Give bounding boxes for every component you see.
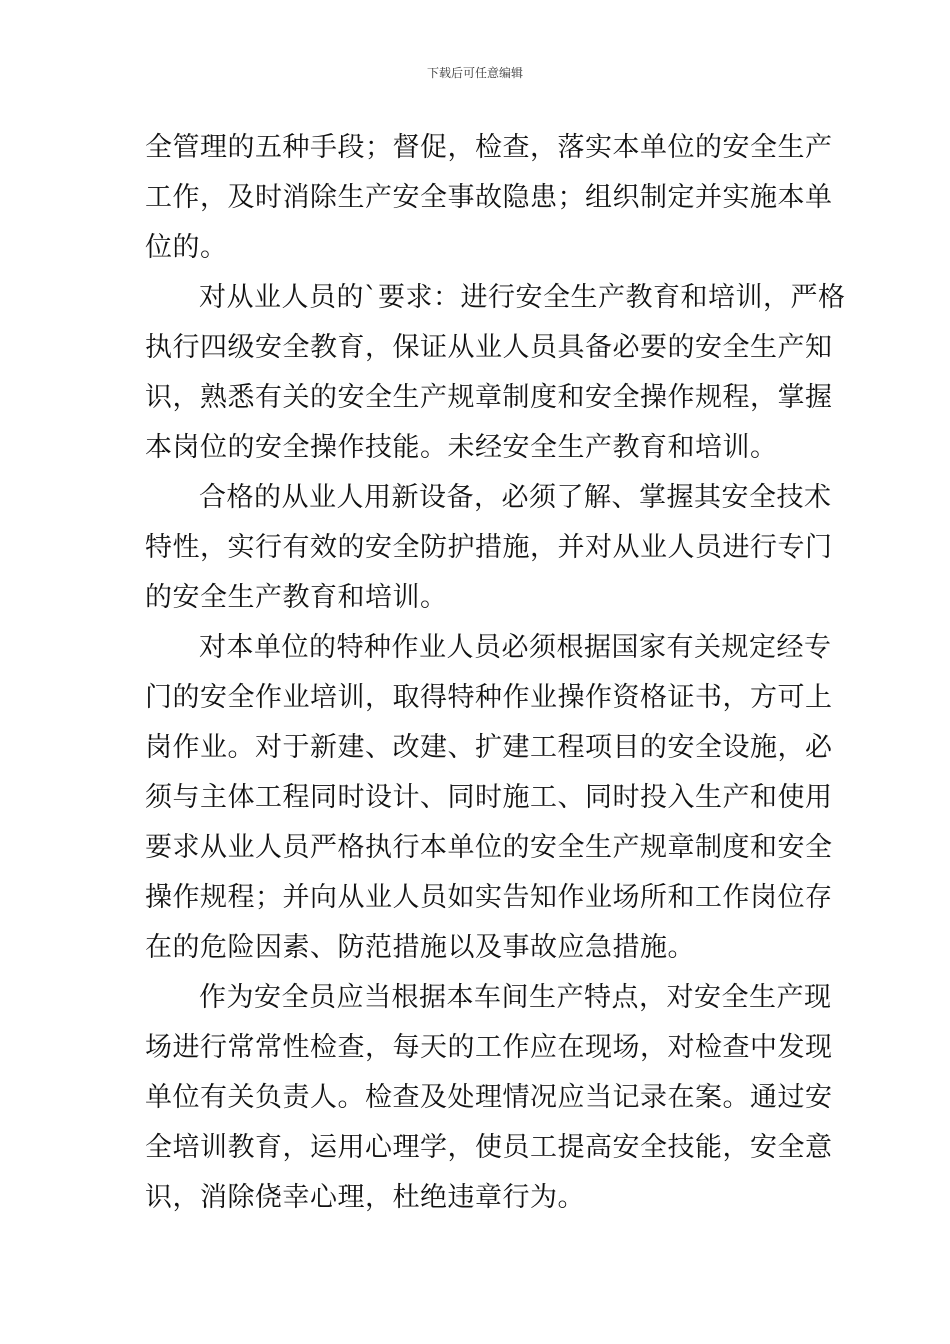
text-line: 岗作业。对于新建、改建、扩建工程项目的安全设施，必 bbox=[145, 732, 833, 763]
paragraph-2 bbox=[145, 273, 846, 473]
text-line: 对本单位的特种作业人员必须根据国家有关规定经专 bbox=[199, 632, 832, 663]
text-line: 要求从业人员严格执行本单位的安全生产规章制度和安全 bbox=[145, 832, 833, 863]
text-line: 操作规程；并向从业人员如实告知作业场所和工作岗位存 bbox=[145, 882, 833, 913]
text-line: 全培训教育，运用心理学，使员工提高安全技能，安全意 bbox=[145, 1132, 833, 1163]
text-line: 的安全生产教育和培训。 bbox=[145, 582, 448, 613]
page-header: 下载后可任意编辑 bbox=[426, 66, 523, 80]
paragraph-5 bbox=[145, 973, 833, 1223]
text-line: 作为安全员应当根据本车间生产特点，对安全生产现 bbox=[199, 982, 832, 1013]
text-line: 合格的从业人用新设备，必须了解、掌握其安全技术 bbox=[199, 482, 832, 513]
text-line: 对从业人员的`要求：进行安全生产教育和培训，严格 bbox=[199, 282, 846, 313]
text-line: 门的安全作业培训，取得特种作业操作资格证书，方可上 bbox=[145, 682, 833, 713]
text-line: 须与主体工程同时设计、同时施工、同时投入生产和使用 bbox=[145, 782, 833, 813]
paragraph-1 bbox=[145, 123, 833, 273]
paragraph-4 bbox=[145, 623, 833, 973]
text-line: 本岗位的安全操作技能。未经安全生产教育和培训。 bbox=[145, 432, 778, 463]
text-line: 场进行常常性检查，每天的工作应在现场，对检查中发现 bbox=[145, 1032, 833, 1063]
text-line: 在的危险因素、防范措施以及事故应急措施。 bbox=[145, 932, 695, 963]
text-line: 全管理的五种手段；督促，检查，落实本单位的安全生产 bbox=[145, 132, 833, 163]
paragraph-3 bbox=[145, 473, 833, 623]
text-line: 识，消除侥幸心理，杜绝违章行为。 bbox=[145, 1182, 585, 1213]
text-line: 执行四级安全教育，保证从业人员具备必要的安全生产知 bbox=[145, 332, 833, 363]
text-line: 工作，及时消除生产安全事故隐患；组织制定并实施本单 bbox=[145, 182, 833, 213]
text-line: 位的。 bbox=[145, 232, 228, 263]
text-line: 特性，实行有效的安全防护措施，并对从业人员进行专门 bbox=[145, 532, 833, 563]
document-body bbox=[145, 123, 846, 1223]
text-line: 识，熟悉有关的安全生产规章制度和安全操作规程，掌握 bbox=[145, 382, 833, 413]
text-line: 单位有关负责人。检查及处理情况应当记录在案。通过安 bbox=[145, 1082, 833, 1113]
